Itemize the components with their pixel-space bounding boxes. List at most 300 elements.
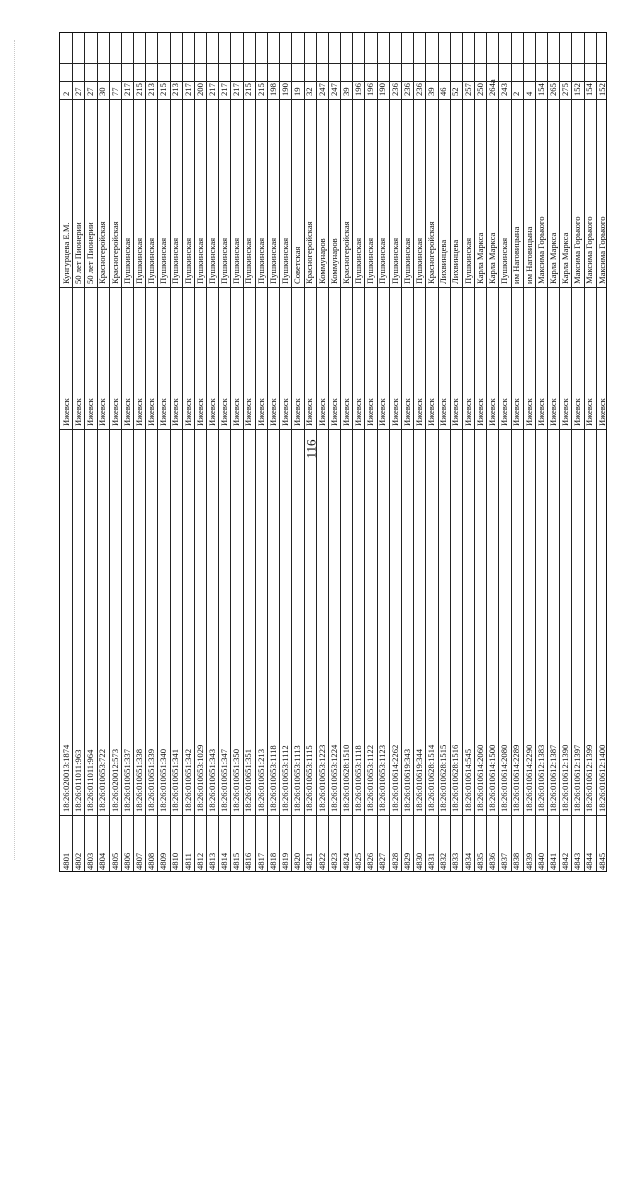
num-text: 4822 xyxy=(316,852,327,870)
table-band-divider xyxy=(60,63,606,64)
house-text: 215 xyxy=(243,83,254,96)
cell-street xyxy=(194,237,206,472)
cell-cadastral xyxy=(547,744,559,1198)
house-text: 4 xyxy=(523,91,534,96)
cadastral-text: 18:26:010651:340 xyxy=(158,748,169,812)
num-text: 4801 xyxy=(60,852,71,870)
cadastral-text: 18:26:010651:339 xyxy=(146,748,157,812)
cell-street xyxy=(401,237,413,472)
house-text: 215 xyxy=(255,83,266,96)
street-text: Советская xyxy=(292,246,303,284)
cell-cadastral xyxy=(389,744,401,1198)
cadastral-text: 18:26:010628:1516 xyxy=(450,744,461,812)
cell-house xyxy=(85,87,96,162)
house-text: 247 xyxy=(328,83,339,96)
cell-house xyxy=(206,83,218,162)
cadastral-text: 18:26:010653:1113 xyxy=(292,745,303,812)
cell-house xyxy=(255,83,267,162)
house-text: 217 xyxy=(231,83,242,96)
street-text: Пушкинская xyxy=(389,237,400,284)
street-text: Пушкинская xyxy=(243,237,254,284)
cell-street xyxy=(511,226,522,472)
street-text: Лихвинцева xyxy=(438,239,449,284)
cadastral-text: 18:26:010614:2262 xyxy=(389,744,400,812)
cell-street xyxy=(255,237,267,472)
house-text: 19 xyxy=(292,87,303,96)
cell-street xyxy=(109,221,121,472)
cell-cadastral xyxy=(194,744,206,1198)
cell-house xyxy=(97,87,108,162)
cadastral-text: 18:26:010651:342 xyxy=(182,748,193,812)
city-text: Ижевск xyxy=(462,398,473,426)
cadastral-text: 18:26:010612:1387 xyxy=(547,744,558,812)
cell-house xyxy=(219,83,230,162)
cell-street xyxy=(499,237,510,472)
cell-house xyxy=(194,83,206,162)
house-text: 247 xyxy=(316,83,327,96)
cell-street xyxy=(340,221,352,472)
street-text: Пушкинская xyxy=(170,237,181,284)
num-text: 4806 xyxy=(121,852,132,870)
house-text: 217 xyxy=(206,83,217,96)
cell-house xyxy=(340,87,352,162)
cell-house xyxy=(231,83,242,162)
cell-house xyxy=(499,83,510,162)
cadastral-text: 18:26:010628:1514 xyxy=(426,744,437,812)
cell-street xyxy=(72,222,84,472)
street-text: им Наговицына xyxy=(523,226,534,284)
street-text: Коммунаров xyxy=(316,238,327,284)
cell-cadastral xyxy=(133,748,145,1198)
city-text: Ижевск xyxy=(438,398,449,426)
cell-cadastral xyxy=(328,744,340,1198)
house-text: 200 xyxy=(194,83,205,96)
street-text: Красногеройская xyxy=(426,221,437,284)
cell-street xyxy=(596,216,608,472)
street-text: Пушкинская xyxy=(267,237,278,284)
cell-cadastral xyxy=(511,744,522,1198)
cell-street xyxy=(60,222,72,472)
num-text: 4840 xyxy=(535,852,546,870)
cell-house xyxy=(109,87,121,162)
city-text: Ижевск xyxy=(60,398,71,426)
cell-house xyxy=(401,83,413,162)
cell-street xyxy=(487,232,498,472)
num-text: 4832 xyxy=(438,852,449,870)
cell-street xyxy=(535,216,547,472)
num-text: 4838 xyxy=(511,852,522,870)
street-text: Карла Маркса xyxy=(487,232,498,284)
city-text: Ижевск xyxy=(280,398,290,426)
cell-street xyxy=(426,221,437,472)
cadastral-text: 18:26:010653:1115 xyxy=(304,745,315,812)
cadastral-text: 18:26:011011:963 xyxy=(72,749,83,812)
cell-house xyxy=(389,83,401,162)
cadastral-text: 18:26:010614:2290 xyxy=(523,744,534,812)
cell-street xyxy=(146,237,157,472)
cell-street xyxy=(584,216,595,472)
house-text: 39 xyxy=(340,87,351,96)
cell-cadastral xyxy=(85,749,96,1198)
num-text: 4834 xyxy=(462,852,473,870)
cell-house xyxy=(535,83,547,162)
cadastral-text: 18:26:010614:2289 xyxy=(511,744,522,812)
house-text: 27 xyxy=(85,87,96,96)
street-text: Пушкинская xyxy=(219,237,230,284)
city-text: Ижевск xyxy=(474,398,485,426)
house-text: 198 xyxy=(267,83,278,96)
house-text: 257 xyxy=(462,83,473,96)
cell-street xyxy=(438,239,449,472)
house-text: 196 xyxy=(353,83,364,96)
cadastral-text: 18:26:010612:1390 xyxy=(560,744,571,812)
num-text: 4815 xyxy=(231,852,242,870)
cell-house xyxy=(243,83,254,162)
num-text: 4843 xyxy=(572,852,583,870)
num-text: 4833 xyxy=(450,852,461,870)
house-text: 30 xyxy=(97,87,108,96)
house-text: 215 xyxy=(158,83,169,96)
city-text: Ижевск xyxy=(365,398,376,426)
cell-cadastral xyxy=(523,744,535,1198)
num-text: 4827 xyxy=(377,852,388,870)
cell-house xyxy=(182,83,194,162)
street-text: Красногеройская xyxy=(97,221,108,284)
house-text: 215 xyxy=(133,83,144,96)
city-text: Ижевск xyxy=(560,398,571,426)
cell-cadastral xyxy=(255,748,267,1198)
cell-cadastral xyxy=(340,744,352,1198)
num-text: 4820 xyxy=(292,852,303,870)
city-text: Ижевск xyxy=(584,398,595,426)
house-text: 190 xyxy=(280,83,290,96)
cell-cadastral xyxy=(109,748,121,1198)
city-text: Ижевск xyxy=(85,398,96,426)
cell-cadastral xyxy=(304,745,315,1198)
cell-street xyxy=(523,226,535,472)
street-text: им Наговицына xyxy=(511,226,522,284)
cadastral-text: 18:26:010653:1118 xyxy=(267,745,278,812)
num-text: 4803 xyxy=(85,852,96,870)
cell-street xyxy=(97,221,108,472)
cell-cadastral xyxy=(97,748,108,1198)
cell-house xyxy=(584,83,595,162)
city-text: Ижевск xyxy=(109,398,120,426)
num-text: 4839 xyxy=(523,852,534,870)
num-text: 4807 xyxy=(133,852,144,870)
street-text: Красногеройская xyxy=(340,221,351,284)
cell-house xyxy=(377,83,388,162)
house-text: 52 xyxy=(450,87,461,96)
cell-house xyxy=(450,87,461,162)
num-text: 4809 xyxy=(158,852,169,870)
page-number: 116 xyxy=(303,439,319,459)
street-text: Максима Горького xyxy=(596,216,607,284)
cell-cadastral xyxy=(72,749,84,1198)
cell-street xyxy=(231,237,242,472)
cell-cadastral xyxy=(438,744,449,1198)
street-text: Пушкинская xyxy=(206,237,217,284)
street-text: Коммунаров xyxy=(328,238,339,284)
house-text: 154 xyxy=(584,83,595,96)
cell-cadastral xyxy=(450,744,461,1198)
street-text: Пушкинская xyxy=(255,237,266,284)
cell-street xyxy=(450,239,461,472)
cell-house xyxy=(280,83,291,162)
cadastral-text: 18:26:010614:1500 xyxy=(487,744,498,812)
city-text: Ижевск xyxy=(267,398,278,426)
num-text: 4813 xyxy=(206,852,217,870)
cell-cadastral xyxy=(219,748,230,1198)
street-text: Пушкинская xyxy=(231,237,242,284)
cadastral-text: 18:26:010651:351 xyxy=(243,748,254,812)
cell-cadastral xyxy=(243,748,254,1198)
cadastral-text: 18:26:010628:1515 xyxy=(438,744,449,812)
num-text: 4817 xyxy=(255,852,266,870)
cell-house xyxy=(292,87,303,162)
cell-house xyxy=(133,83,145,162)
cell-street xyxy=(474,232,486,472)
cell-cadastral xyxy=(267,745,279,1198)
house-text: 2 xyxy=(511,91,522,96)
house-text: 236 xyxy=(401,83,412,96)
cell-house xyxy=(511,91,522,162)
cell-house xyxy=(426,87,437,162)
cell-cadastral xyxy=(353,745,364,1198)
cadastral-text: 18:26:010651:347 xyxy=(219,748,230,812)
street-text: Максима Горького xyxy=(584,216,595,284)
street-text: Пушкинская xyxy=(377,237,388,284)
city-text: Ижевск xyxy=(511,398,522,426)
cell-house xyxy=(547,83,559,162)
cadastral-text: 18:26:010612:1383 xyxy=(535,744,546,812)
num-text: 4829 xyxy=(401,852,412,870)
table-band-divider xyxy=(60,81,606,82)
cell-cadastral xyxy=(170,748,181,1198)
house-text: 196 xyxy=(365,83,376,96)
cell-house xyxy=(474,83,486,162)
street-text: Пушкинская xyxy=(133,237,144,284)
street-text: Карла Маркса xyxy=(474,232,485,284)
house-text: 217 xyxy=(121,83,132,96)
cadastral-text: 18:26:010651:341 xyxy=(170,748,181,812)
city-text: Ижевск xyxy=(389,398,400,426)
street-text: Пушкинская xyxy=(401,237,412,284)
num-text: 4830 xyxy=(413,852,424,870)
cell-cadastral xyxy=(499,744,510,1198)
cadastral-text: 18:26:010651:338 xyxy=(133,748,144,812)
city-text: Ижевск xyxy=(340,398,351,426)
street-text: Красногеройская xyxy=(304,221,315,284)
cell-street xyxy=(328,238,340,472)
cell-house xyxy=(365,83,376,162)
house-text: 217 xyxy=(219,83,230,96)
cell-street xyxy=(572,216,583,472)
num-text: 4824 xyxy=(340,852,351,870)
num-text: 4828 xyxy=(389,852,400,870)
house-text: 27 xyxy=(72,87,83,96)
cadastral-text: 18:26:010653:1118 xyxy=(353,745,364,812)
street-text: Пушкинская xyxy=(462,237,473,284)
cell-cadastral xyxy=(146,748,157,1198)
cell-street xyxy=(85,222,96,472)
num-text: 4804 xyxy=(97,852,108,870)
cell-cadastral xyxy=(158,748,169,1198)
cadastral-text: 18:26:010619:343 xyxy=(401,748,412,812)
cell-cadastral xyxy=(377,745,388,1198)
cell-cadastral xyxy=(206,748,218,1198)
cell-cadastral xyxy=(316,744,328,1198)
cadastral-text: 18:26:010653:1122 xyxy=(365,745,376,812)
cadastral-text: 18:26:010651:350 xyxy=(231,748,242,812)
street-text: 50 лет Пионерии xyxy=(85,222,96,284)
cell-house xyxy=(267,83,279,162)
cadastral-text: 18:26:010651:213 xyxy=(255,748,266,812)
cell-cadastral xyxy=(365,745,376,1198)
cell-street xyxy=(316,238,328,472)
city-text: Ижевск xyxy=(170,398,181,426)
cell-cadastral xyxy=(401,748,413,1198)
cadastral-text: 18:26:010653:1223 xyxy=(316,744,327,812)
city-text: Ижевск xyxy=(535,398,546,426)
city-text: Ижевск xyxy=(547,398,558,426)
city-text: Ижевск xyxy=(206,398,217,426)
city-text: Ижевск xyxy=(328,398,339,426)
city-text: Ижевск xyxy=(243,398,254,426)
cell-house xyxy=(462,83,474,162)
city-text: Ижевск xyxy=(596,398,607,426)
house-text: 250 xyxy=(474,83,485,96)
street-text: Пушкинская xyxy=(499,237,510,284)
cell-house xyxy=(353,83,364,162)
cell-street xyxy=(170,237,181,472)
street-text: Пушкинская xyxy=(121,237,132,284)
cadastral-text: 18:26:010612:1399 xyxy=(584,744,595,812)
house-text: 2 xyxy=(60,91,71,96)
cell-street xyxy=(377,237,388,472)
city-text: Ижевск xyxy=(523,398,534,426)
cell-cadastral xyxy=(560,744,571,1198)
cadastral-text: 18:26:010612:1400 xyxy=(596,744,607,812)
cadastral-text: 18:26:011011:964 xyxy=(85,749,96,812)
cell-house xyxy=(328,83,340,162)
street-text: Пушкинская xyxy=(365,237,376,284)
house-text: 265 xyxy=(547,83,558,96)
cell-cadastral xyxy=(596,744,608,1198)
num-text: 4802 xyxy=(72,852,83,870)
street-text: Пушкинская xyxy=(353,237,364,284)
house-text: 46 xyxy=(438,87,449,96)
city-text: Ижевск xyxy=(292,398,303,426)
num-text: 4841 xyxy=(547,852,558,870)
cell-street xyxy=(158,237,169,472)
street-text: Максима Горького xyxy=(572,216,583,284)
num-text: 4835 xyxy=(474,852,485,870)
house-text: 236 xyxy=(413,83,424,96)
cell-street xyxy=(304,221,315,472)
num-text: 4823 xyxy=(328,852,339,870)
cell-cadastral xyxy=(535,744,547,1198)
cadastral-text: 18:26:010619:344 xyxy=(413,748,424,812)
cell-street xyxy=(243,237,254,472)
num-text: 4825 xyxy=(353,852,364,870)
num-text: 4818 xyxy=(267,852,278,870)
num-text: 4814 xyxy=(219,852,230,870)
cell-street xyxy=(133,237,145,472)
cell-street xyxy=(182,237,194,472)
num-text: 4810 xyxy=(170,852,181,870)
num-text: 4837 xyxy=(499,852,510,870)
house-text: 243 xyxy=(499,83,510,96)
cell-street xyxy=(413,237,425,472)
cell-street xyxy=(353,237,364,472)
cadastral-text: 18:26:010614:2080 xyxy=(499,744,510,812)
cell-house xyxy=(158,83,169,162)
cell-cadastral xyxy=(413,748,425,1198)
house-text: 77 xyxy=(109,87,120,96)
house-text: 264а xyxy=(487,79,498,96)
num-text: 4845 xyxy=(596,852,607,870)
cell-cadastral xyxy=(474,744,486,1198)
street-text: Пушкинская xyxy=(146,237,157,284)
cadastral-text: 18:26:010653:1224 xyxy=(328,744,339,812)
house-text: 275 xyxy=(560,83,571,96)
cell-street xyxy=(547,232,559,472)
cell-cadastral xyxy=(121,748,133,1198)
cell-cadastral xyxy=(426,744,437,1198)
house-text: 152 xyxy=(572,83,583,96)
cell-cadastral xyxy=(231,748,242,1198)
city-text: Ижевск xyxy=(413,398,424,426)
street-text: Карла Маркса xyxy=(547,232,558,284)
cell-house xyxy=(413,83,425,162)
house-text: 32 xyxy=(304,87,315,96)
cell-cadastral xyxy=(292,745,303,1198)
city-text: Ижевск xyxy=(182,398,193,426)
cell-street xyxy=(280,237,291,472)
house-text: 39 xyxy=(426,87,437,96)
house-text: 152 xyxy=(596,83,607,96)
cadastral-text: 18:26:010628:1510 xyxy=(340,744,351,812)
cell-street xyxy=(292,246,303,472)
cell-house xyxy=(438,87,449,162)
num-text: 4808 xyxy=(146,852,157,870)
street-text: Кунгурцева Е.М. xyxy=(60,222,71,284)
city-text: Ижевск xyxy=(97,398,108,426)
cell-cadastral xyxy=(280,745,291,1198)
city-text: Ижевск xyxy=(121,398,132,426)
num-text: 4842 xyxy=(560,852,571,870)
city-text: Ижевск xyxy=(401,398,412,426)
city-text: Ижевск xyxy=(194,398,205,426)
cell-cadastral xyxy=(584,744,595,1198)
cadastral-text: 18:26:010612:1397 xyxy=(572,744,583,812)
city-text: Ижевск xyxy=(572,398,583,426)
street-text: Красногеройская xyxy=(109,221,120,284)
cell-street xyxy=(365,237,376,472)
num-text: 4805 xyxy=(109,852,120,870)
city-text: Ижевск xyxy=(450,398,461,426)
city-text: Ижевск xyxy=(231,398,242,426)
cell-cadastral xyxy=(462,748,474,1198)
city-text: Ижевск xyxy=(146,398,157,426)
city-text: Ижевск xyxy=(353,398,364,426)
cell-house xyxy=(487,79,498,162)
cell-street xyxy=(462,237,474,472)
cadastral-text: 18:26:010653:1123 xyxy=(377,745,388,812)
cell-street xyxy=(219,237,230,472)
street-text: Пушкинская xyxy=(158,237,169,284)
